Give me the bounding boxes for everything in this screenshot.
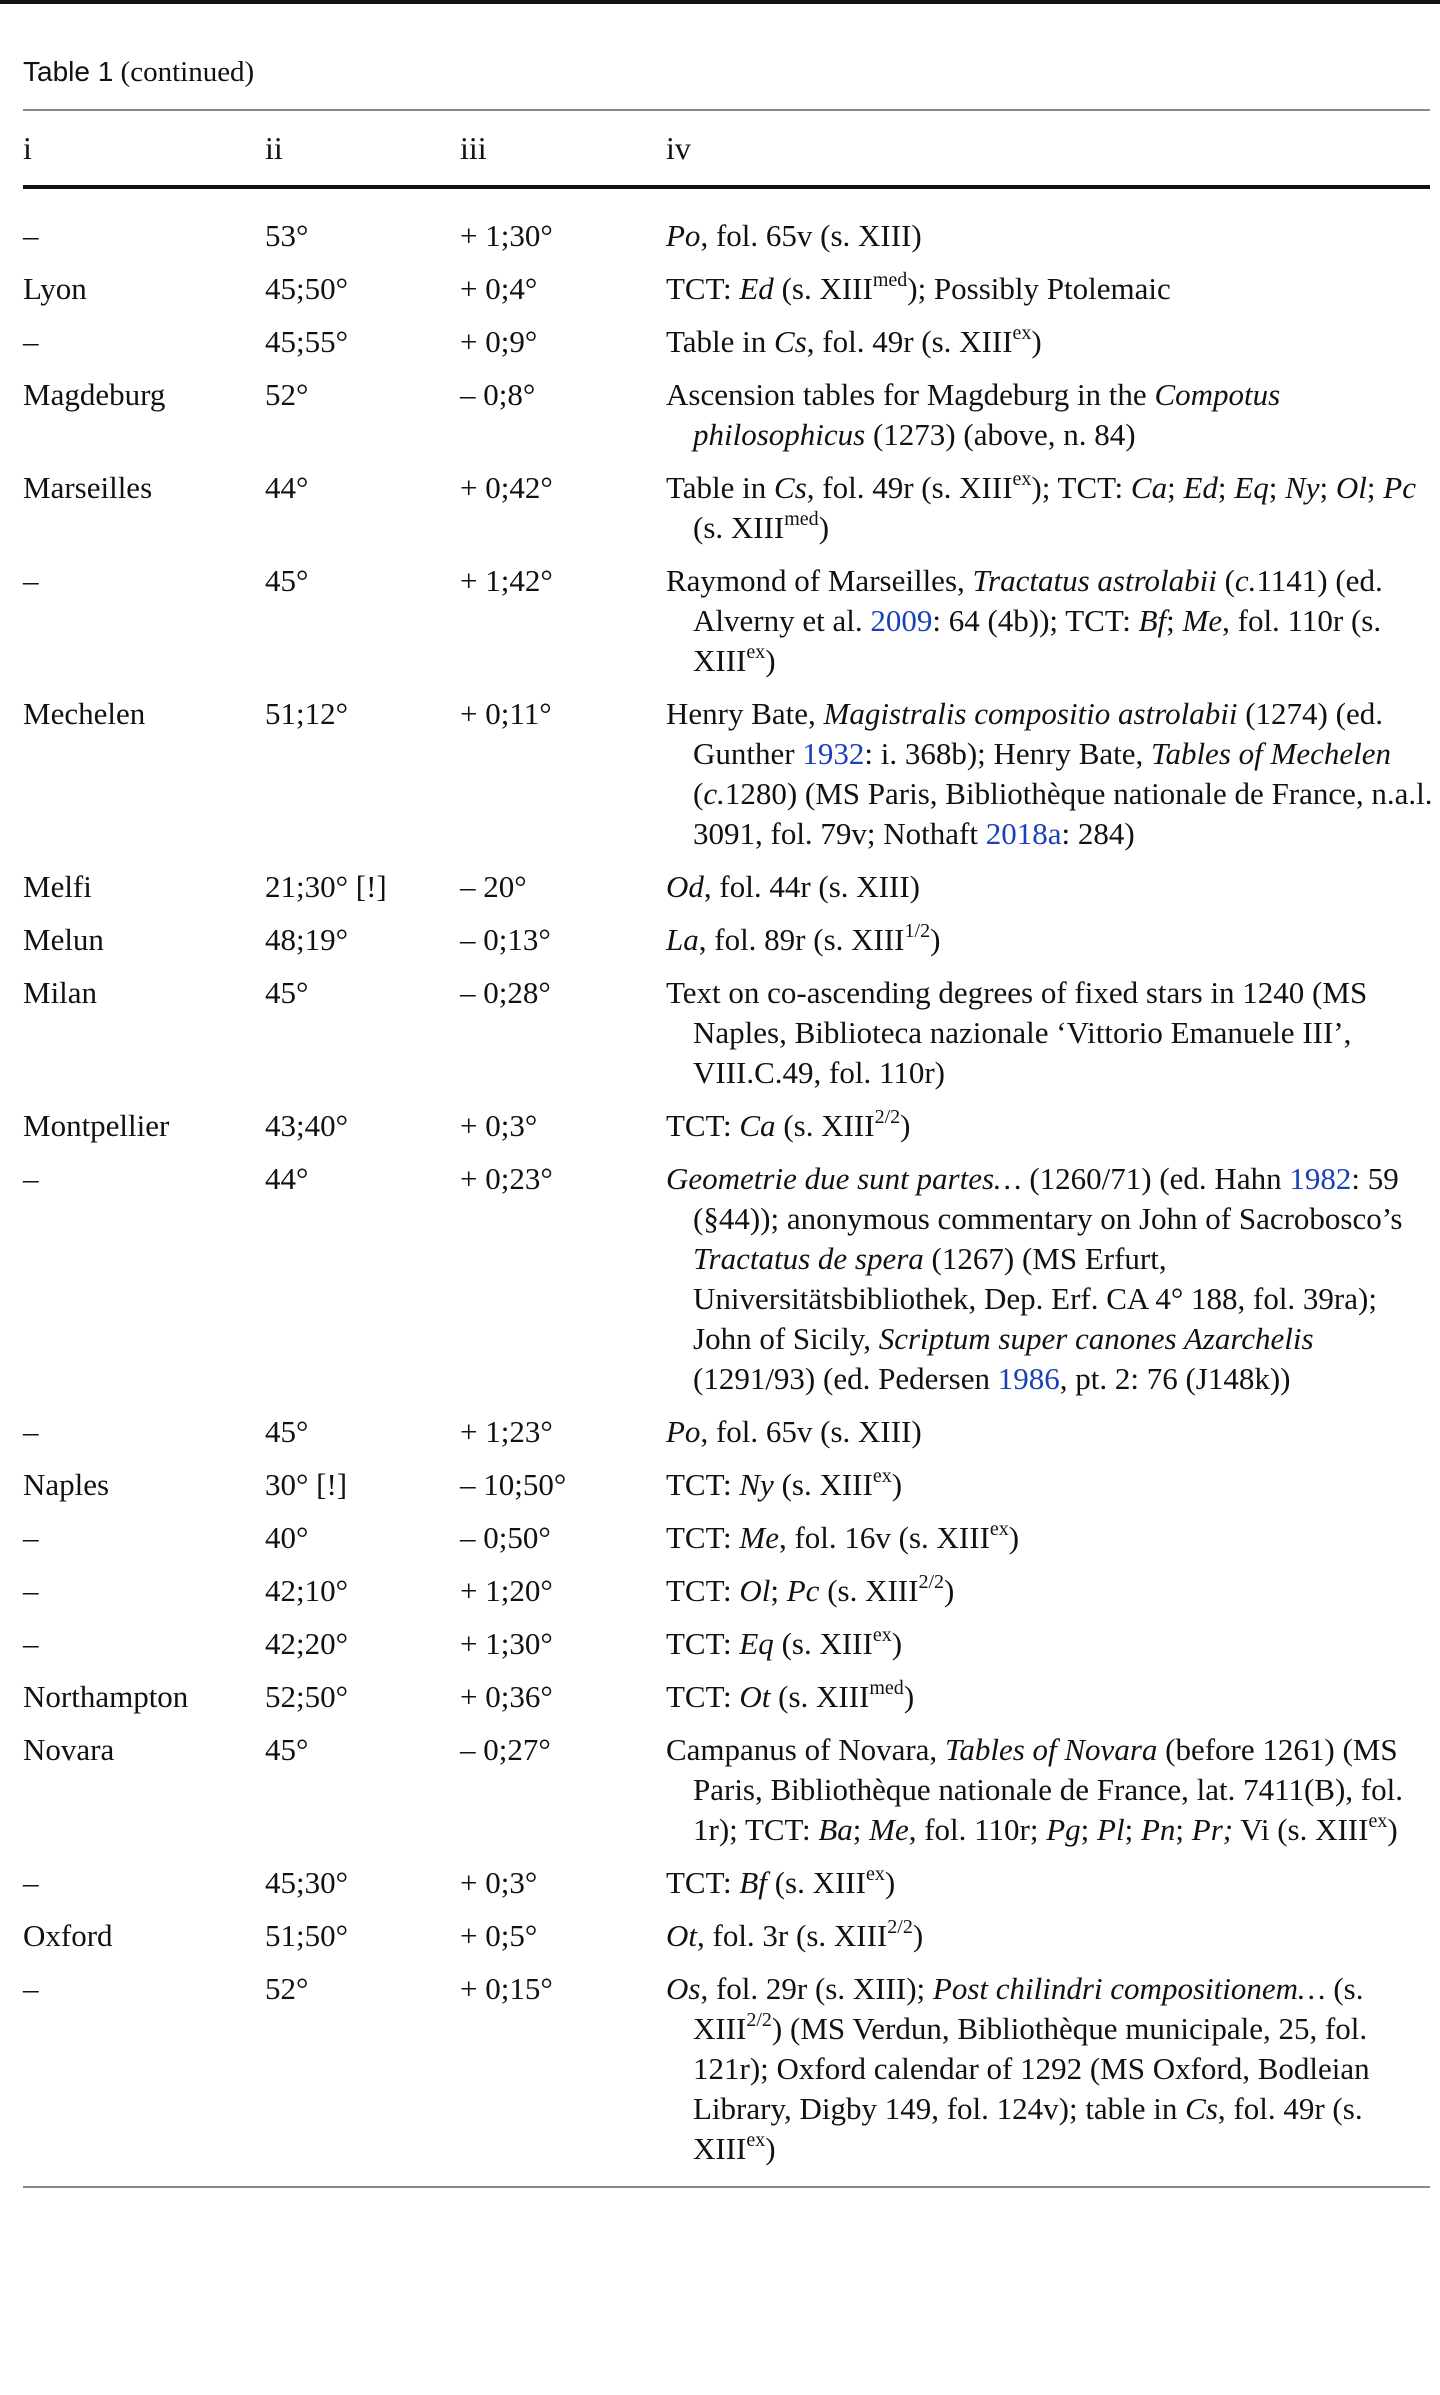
correction-cell: + 0;5°	[460, 1918, 538, 1953]
source-italic: Ba	[818, 1812, 853, 1847]
correction-cell: + 1;23°	[460, 1414, 553, 1449]
source-italic: Me	[1182, 603, 1223, 638]
source-text: )	[818, 510, 830, 545]
source-italic: Bf	[1138, 603, 1167, 638]
source-text: (s. XIII	[693, 1971, 1364, 2046]
latitude-cell: 51;12°	[265, 696, 349, 731]
source-cell	[666, 1518, 1434, 1558]
source-italic: Tractatus astrolabii	[972, 563, 1217, 598]
place-cell: Melfi	[23, 869, 92, 904]
source-italic: Pl	[1097, 1812, 1125, 1847]
source-italic: Cs	[774, 324, 807, 359]
source-text: ;	[1124, 1812, 1141, 1847]
source-text: ;	[1319, 470, 1336, 505]
source-text: (s. XIII	[693, 510, 785, 545]
source-italic: Pn	[1140, 1812, 1176, 1847]
source-text: Raymond of Marseilles,	[666, 563, 973, 598]
citation-link[interactable]: 1932	[802, 736, 865, 771]
source-text: )	[912, 1918, 924, 1953]
source-text: )	[765, 2131, 776, 2166]
source-superscript: 1/2	[904, 919, 931, 942]
source-italic: Pg	[1046, 1812, 1081, 1847]
source-text: )	[1387, 1812, 1398, 1847]
source-italic: Ol	[1335, 470, 1367, 505]
source-text: , fol. 65v (s. XIII)	[700, 218, 922, 253]
source-text: (1260/71) (ed. Hahn	[1021, 1161, 1290, 1196]
table-row	[0, 1863, 1440, 1903]
table-row	[0, 561, 1440, 681]
source-text: ;	[852, 1812, 870, 1847]
latitude-cell: 45;30°	[265, 1865, 349, 1900]
correction-cell: + 0;9°	[460, 324, 538, 359]
source-italic: Ot	[666, 1918, 697, 1953]
source-text: TCT:	[666, 1865, 740, 1900]
source-superscript: ex	[746, 640, 766, 663]
source-text: )	[891, 1626, 903, 1661]
source-italic: Pc	[1383, 470, 1416, 505]
table-caption	[23, 52, 254, 92]
correction-cell: + 1;30°	[460, 218, 553, 253]
source-superscript: ex	[746, 2128, 766, 2151]
place-cell: Novara	[23, 1732, 115, 1767]
source-italic: Tractatus de spera	[693, 1241, 924, 1276]
place-cell: Magdeburg	[23, 377, 166, 412]
place-cell: Marseilles	[23, 470, 153, 505]
correction-cell: – 0;8°	[460, 377, 536, 412]
source-cell	[666, 269, 1434, 309]
source-text: ); TCT:	[1031, 470, 1131, 505]
source-text: , fol. 49r (s. XIII	[806, 470, 1013, 505]
source-superscript: 2/2	[874, 1105, 901, 1128]
source-text: (s. XIII	[770, 1679, 870, 1714]
source-italic: Cs	[1185, 2091, 1218, 2126]
source-text: (1291/93) (ed. Pedersen	[693, 1361, 998, 1396]
source-text: TCT:	[666, 1573, 740, 1608]
place-cell: Melun	[23, 922, 104, 957]
source-cell	[666, 973, 1434, 1093]
source-text: (before 1261) (MS Paris, Bibliothèque nationale de France, lat. 7411(B), fol. 1r); TCT:	[693, 1732, 1403, 1847]
place-cell: –	[23, 1161, 39, 1196]
source-text: (s. XIII	[773, 271, 873, 306]
table-row	[0, 1412, 1440, 1452]
source-text: , pt. 2: 76 (J148k))	[1059, 1361, 1291, 1396]
source-text: TCT:	[666, 1679, 740, 1714]
source-text: ); Possibly Ptolemaic	[907, 271, 1171, 306]
correction-cell: – 0;50°	[460, 1520, 551, 1555]
source-text: ;	[770, 1573, 787, 1608]
source-text: : 59 (§44)); anonymous commentary on John of Sacrobosco’s	[693, 1161, 1403, 1236]
source-text: ;	[1268, 470, 1286, 505]
latitude-cell: 45°	[265, 1732, 309, 1767]
place-cell: –	[23, 1971, 39, 2006]
source-cell	[666, 1677, 1434, 1717]
source-italic: Eq	[739, 1626, 774, 1661]
correction-cell: + 0;36°	[460, 1679, 553, 1714]
source-cell	[666, 1969, 1434, 2169]
source-italic: La	[666, 922, 699, 957]
source-text: )	[1031, 324, 1042, 359]
latitude-cell: 48;19°	[265, 922, 349, 957]
source-text: (s. XIII	[773, 1626, 873, 1661]
source-text: ) (MS Verdun, Bibliothèque municipale, 25, fol. 121r); Oxford calendar of 1292 (MS Oxford, Bodleian Library, Digby 149, fol. 124v); table in	[693, 2011, 1370, 2126]
place-cell: Oxford	[23, 1918, 113, 1953]
source-text: TCT:	[666, 1467, 740, 1502]
source-italic: Ca	[1130, 470, 1168, 505]
correction-cell: – 0;28°	[460, 975, 551, 1010]
source-superscript: ex	[1012, 321, 1032, 344]
source-cell	[666, 375, 1434, 455]
place-cell: –	[23, 563, 39, 598]
latitude-cell: 45°	[265, 975, 309, 1010]
source-cell	[666, 1916, 1434, 1956]
caption-rule	[23, 109, 1430, 111]
correction-cell: + 0;42°	[460, 470, 553, 505]
table-row	[0, 322, 1440, 362]
table-caption-suffix: (continued)	[120, 56, 255, 88]
citation-link[interactable]: 1982	[1289, 1161, 1352, 1196]
place-cell: Lyon	[23, 271, 87, 306]
source-text: : i. 368b); Henry Bate,	[864, 736, 1152, 771]
source-cell	[666, 1730, 1434, 1850]
source-italic: Tables of Mechelen	[1151, 736, 1391, 771]
source-text: TCT:	[666, 1520, 740, 1555]
latitude-cell: 44°	[265, 1161, 309, 1196]
correction-cell: + 0;4°	[460, 271, 538, 306]
source-cell	[666, 561, 1434, 681]
latitude-cell: 52°	[265, 1971, 309, 2006]
source-italic: Pr;	[1191, 1812, 1234, 1847]
source-text: , fol. 44r (s. XIII)	[703, 869, 920, 904]
source-cell	[666, 1412, 1434, 1452]
latitude-cell: 42;20°	[265, 1626, 349, 1661]
source-text: (1267) (MS Erfurt, Universitätsbibliothek, Dep. Erf. CA 4° 188, fol. 39ra); John of Sicily,	[693, 1241, 1377, 1356]
top-rule	[0, 0, 1440, 4]
source-italic: Compotus philosophicus	[693, 377, 1281, 452]
source-text: 1141) (ed. Alverny et al.	[693, 563, 1383, 638]
latitude-cell: 45°	[265, 563, 309, 598]
source-cell	[666, 1465, 1434, 1505]
source-italic: Od	[666, 869, 704, 904]
source-superscript: 2/2	[746, 2008, 772, 2031]
source-italic: Ca	[739, 1108, 776, 1143]
source-italic: Ny	[739, 1467, 774, 1502]
header-rule	[23, 185, 1430, 189]
source-text: (s. XIII	[775, 1108, 875, 1143]
correction-cell: + 1;20°	[460, 1573, 553, 1608]
latitude-cell: 52;50°	[265, 1679, 349, 1714]
correction-cell: + 0;11°	[460, 696, 552, 731]
source-italic: Ed	[1183, 470, 1218, 505]
bottom-rule	[23, 2186, 1430, 2188]
place-cell: Montpellier	[23, 1108, 170, 1143]
latitude-cell: 52°	[265, 377, 309, 412]
source-text: )	[1008, 1520, 1020, 1555]
place-cell: –	[23, 324, 39, 359]
source-italic: Me	[869, 1812, 909, 1847]
source-text: , fol. 49r (s. XIII	[806, 324, 1013, 359]
source-text: )	[944, 1573, 955, 1608]
source-superscript: 2/2	[887, 1915, 913, 1938]
correction-cell: – 0;27°	[460, 1732, 551, 1767]
source-italic: c.	[703, 776, 725, 811]
column-header-ii: ii	[265, 130, 283, 166]
table-row	[0, 920, 1440, 960]
place-cell: Mechelen	[23, 696, 146, 731]
source-text: 1280) (MS Paris, Bibliothèque nationale de France, n.a.l. 3091, fol. 79v; Nothaft	[693, 776, 1433, 851]
source-text: ;	[1366, 470, 1384, 505]
source-text: )	[903, 1679, 915, 1714]
latitude-cell: 21;30° [!]	[265, 869, 387, 904]
table-row	[0, 375, 1440, 455]
source-superscript: ex	[1368, 1809, 1388, 1832]
source-text: : 284)	[1061, 816, 1135, 851]
source-cell	[666, 1571, 1434, 1611]
source-superscript: med	[869, 1676, 904, 1699]
source-superscript: ex	[872, 1464, 892, 1487]
source-italic: Ot	[739, 1679, 771, 1714]
source-text: (	[1216, 563, 1235, 598]
source-italic: Po	[666, 1414, 701, 1449]
source-text: )	[891, 1467, 903, 1502]
source-cell	[666, 1863, 1434, 1903]
table-row	[0, 1465, 1440, 1505]
source-italic: Scriptum super canones Azarchelis	[878, 1321, 1314, 1356]
table-row	[0, 1106, 1440, 1146]
latitude-cell: 44°	[265, 470, 309, 505]
correction-cell: + 1;42°	[460, 563, 553, 598]
source-text: (1273) (above, n. 84)	[865, 417, 1136, 452]
source-cell	[666, 1624, 1434, 1664]
latitude-cell: 40°	[265, 1520, 309, 1555]
table-row	[0, 1624, 1440, 1664]
place-cell: –	[23, 1865, 39, 1900]
source-italic: Magistralis compositio astrolabii	[823, 696, 1238, 731]
citation-link[interactable]: 2009	[870, 603, 933, 638]
source-text: (s. XIII	[766, 1865, 866, 1900]
table-row	[0, 973, 1440, 1093]
place-cell: –	[23, 1520, 39, 1555]
source-italic: Post chilindri compositionem…	[932, 1971, 1326, 2006]
table-row	[0, 1159, 1440, 1399]
source-text: ;	[1175, 1812, 1192, 1847]
latitude-cell: 53°	[265, 218, 309, 253]
correction-cell: – 0;13°	[460, 922, 551, 957]
source-text: , fol. 3r (s. XIII	[697, 1918, 888, 1953]
source-cell	[666, 322, 1434, 362]
source-superscript: med	[784, 507, 819, 530]
source-cell	[666, 867, 1434, 907]
source-text: TCT:	[666, 1626, 740, 1661]
source-cell	[666, 694, 1434, 854]
source-text: (s. XIII	[773, 1467, 873, 1502]
source-italic: Ny	[1285, 470, 1320, 505]
table-row	[0, 216, 1440, 256]
source-text: (s. XIII	[819, 1573, 919, 1608]
place-cell: Naples	[23, 1467, 110, 1502]
source-superscript: ex	[1012, 467, 1032, 490]
place-cell: –	[23, 218, 39, 253]
source-text: )	[930, 922, 941, 957]
source-text: Vi (s. XIII	[1233, 1812, 1369, 1847]
source-text: Ascension tables for Magdeburg in the	[666, 377, 1155, 412]
source-text: )	[900, 1108, 911, 1143]
latitude-cell: 45;55°	[265, 324, 349, 359]
table-row	[0, 867, 1440, 907]
source-text: , fol. 65v (s. XIII)	[700, 1414, 922, 1449]
source-italic: Tables of Novara	[944, 1732, 1158, 1767]
source-cell	[666, 468, 1434, 548]
table-row	[0, 1916, 1440, 1956]
source-italic: c.	[1234, 563, 1257, 598]
place-cell: Milan	[23, 975, 98, 1010]
table-caption-label: Table 1	[23, 56, 114, 87]
source-text: (	[693, 776, 704, 811]
source-italic: Ed	[739, 271, 774, 306]
place-cell: Northampton	[23, 1679, 189, 1714]
source-text: , fol. 110r (s. XIII	[693, 603, 1382, 678]
source-text: Table in	[666, 324, 775, 359]
column-header-iii: iii	[460, 130, 487, 166]
correction-cell: + 0;15°	[460, 1971, 553, 2006]
source-text: , fol. 89r (s. XIII	[698, 922, 905, 957]
table-row	[0, 1969, 1440, 2169]
latitude-cell: 43;40°	[265, 1108, 349, 1143]
source-italic: Os	[666, 1971, 701, 2006]
source-text: ;	[1167, 470, 1184, 505]
source-text: Henry Bate,	[666, 696, 824, 731]
source-text: : 64 (4b)); TCT:	[932, 603, 1139, 638]
column-header-iv: iv	[666, 130, 691, 166]
source-text: TCT:	[666, 1108, 740, 1143]
source-text: , fol. 49r (s. XIII	[693, 2091, 1363, 2166]
column-header-i: i	[23, 130, 32, 166]
source-text: ;	[1166, 603, 1183, 638]
table-row	[0, 468, 1440, 548]
source-text: )	[884, 1865, 896, 1900]
latitude-cell: 51;50°	[265, 1918, 349, 1953]
place-cell: –	[23, 1626, 39, 1661]
source-text: , fol. 29r (s. XIII);	[700, 1971, 933, 2006]
source-text: Table in	[666, 470, 775, 505]
source-text: )	[765, 643, 776, 678]
table-row	[0, 1677, 1440, 1717]
correction-cell: – 10;50°	[460, 1467, 567, 1502]
citation-link[interactable]: 1986	[997, 1361, 1060, 1396]
source-text: TCT:	[666, 271, 740, 306]
table-row	[0, 1730, 1440, 1850]
source-text: Campanus of Novara,	[666, 1732, 945, 1767]
source-superscript: ex	[989, 1517, 1009, 1540]
source-italic: Cs	[774, 470, 807, 505]
correction-cell: + 0;23°	[460, 1161, 553, 1196]
place-cell: –	[23, 1573, 39, 1608]
source-italic: Po	[666, 218, 701, 253]
source-superscript: ex	[872, 1623, 892, 1646]
source-text: , fol. 110r;	[908, 1812, 1047, 1847]
citation-link[interactable]: 2018a	[985, 816, 1062, 851]
source-text: ;	[1217, 470, 1235, 505]
source-text: ;	[1080, 1812, 1098, 1847]
latitude-cell: 42;10°	[265, 1573, 349, 1608]
source-text: , fol. 16v (s. XIII	[778, 1520, 990, 1555]
source-italic: Eq	[1234, 470, 1269, 505]
source-italic: Me	[739, 1520, 779, 1555]
source-superscript: ex	[865, 1862, 885, 1885]
table-row	[0, 269, 1440, 309]
correction-cell: + 0;3°	[460, 1865, 538, 1900]
source-italic: Pc	[786, 1573, 820, 1608]
source-cell	[666, 1159, 1434, 1399]
table-body	[0, 216, 1440, 2182]
table-row	[0, 1571, 1440, 1611]
latitude-cell: 45;50°	[265, 271, 349, 306]
correction-cell: – 20°	[460, 869, 527, 904]
source-italic: Ol	[739, 1573, 771, 1608]
place-cell: –	[23, 1414, 39, 1449]
latitude-cell: 45°	[265, 1414, 309, 1449]
latitude-cell: 30° [!]	[265, 1467, 348, 1502]
source-cell	[666, 920, 1434, 960]
correction-cell: + 0;3°	[460, 1108, 538, 1143]
source-superscript: 2/2	[918, 1570, 945, 1593]
table-row	[0, 1518, 1440, 1558]
source-text: Text on co-ascending degrees of fixed stars in 1240 (MS Naples, Biblioteca nazionale ‘Vittorio Emanuele III’, VIII.C.49, fol. 110r)	[666, 975, 1368, 1090]
source-superscript: med	[872, 268, 908, 291]
correction-cell: + 1;30°	[460, 1626, 553, 1661]
source-text: (1274) (ed. Gunther	[693, 696, 1383, 771]
source-italic: Bf	[739, 1865, 767, 1900]
source-italic: Geometrie due sunt partes…	[666, 1161, 1022, 1196]
source-cell	[666, 216, 1434, 256]
table-row	[0, 694, 1440, 854]
source-cell	[666, 1106, 1434, 1146]
